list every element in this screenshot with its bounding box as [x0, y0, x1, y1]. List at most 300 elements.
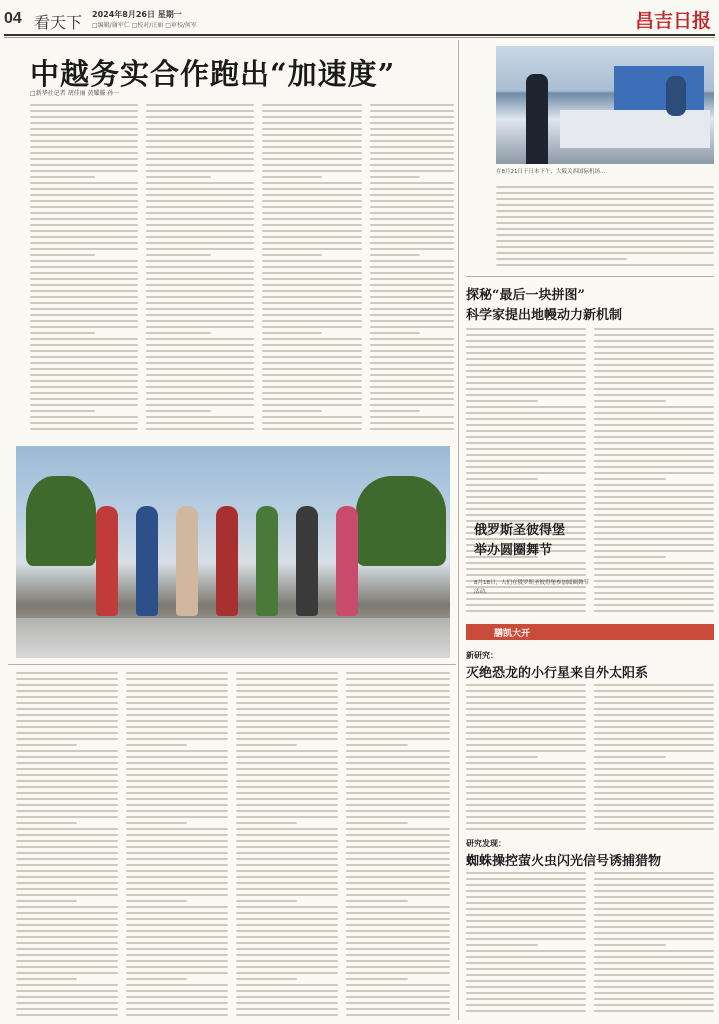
text-line — [466, 896, 586, 898]
text-line — [466, 514, 586, 516]
text-line — [236, 678, 338, 680]
text-line — [496, 234, 714, 236]
text-line — [126, 984, 228, 986]
text-line — [370, 302, 454, 304]
text-line — [236, 864, 338, 866]
text-line — [466, 346, 586, 348]
text-line — [16, 732, 118, 734]
text-line — [370, 278, 454, 280]
text-line — [126, 864, 228, 866]
text-line — [126, 858, 228, 860]
text-line — [466, 454, 586, 456]
text-line — [236, 768, 338, 770]
text-line — [370, 116, 454, 118]
text-line — [370, 260, 454, 262]
text-line — [466, 364, 586, 366]
text-line — [594, 744, 714, 746]
text-line — [236, 774, 338, 776]
text-line — [346, 834, 450, 836]
text-line — [16, 936, 118, 938]
text-line — [594, 514, 714, 516]
text-line — [466, 496, 586, 498]
text-line — [594, 822, 714, 824]
text-line — [236, 744, 297, 746]
text-line — [370, 374, 454, 376]
text-line — [346, 810, 450, 812]
text-line — [126, 696, 228, 698]
text-line — [126, 978, 187, 980]
text-line — [146, 314, 254, 316]
text-line — [146, 260, 254, 262]
text-line — [236, 1014, 338, 1016]
text-line — [594, 950, 714, 952]
text-line — [236, 714, 338, 716]
text-line — [594, 920, 714, 922]
text-line — [594, 878, 714, 880]
research2-column-2 — [594, 872, 714, 1016]
text-line — [594, 334, 714, 336]
text-line — [146, 392, 254, 394]
continued-column-3 — [236, 672, 338, 1020]
text-line — [466, 786, 586, 788]
text-line — [346, 1014, 450, 1016]
text-line — [466, 412, 586, 414]
text-line — [594, 986, 714, 988]
text-line — [466, 780, 586, 782]
text-line — [16, 906, 118, 908]
text-line — [126, 930, 228, 932]
text-line — [262, 248, 362, 250]
text-line — [346, 780, 450, 782]
text-line — [594, 890, 714, 892]
text-line — [346, 792, 450, 794]
text-line — [466, 956, 586, 958]
text-line — [30, 302, 138, 304]
text-line — [16, 876, 118, 878]
text-line — [466, 878, 586, 880]
text-line — [30, 398, 138, 400]
text-line — [466, 810, 586, 812]
text-line — [466, 914, 586, 916]
text-line — [346, 852, 450, 854]
text-line — [236, 870, 338, 872]
text-line — [16, 792, 118, 794]
text-line — [30, 200, 138, 202]
text-line — [30, 356, 138, 358]
continued-column-4 — [346, 672, 450, 1020]
text-line — [370, 410, 420, 412]
dance-title-line1: 俄罗斯圣彼得堡 — [474, 523, 566, 538]
text-line — [126, 744, 187, 746]
text-line — [236, 738, 338, 740]
text-line — [346, 774, 450, 776]
airport-caption-lines — [496, 186, 714, 270]
text-line — [262, 164, 362, 166]
text-line — [466, 574, 586, 576]
text-line — [126, 690, 228, 692]
text-line — [236, 684, 338, 686]
text-line — [236, 828, 338, 830]
text-line — [16, 762, 118, 764]
text-line — [594, 610, 714, 612]
text-line — [496, 228, 714, 230]
text-line — [30, 128, 138, 130]
text-line — [126, 750, 228, 752]
text-line — [146, 116, 254, 118]
text-line — [146, 122, 254, 124]
text-line — [594, 358, 714, 360]
text-line — [30, 308, 138, 310]
text-line — [236, 984, 338, 986]
text-line — [346, 744, 408, 746]
text-line — [236, 942, 338, 944]
text-line — [346, 930, 450, 932]
text-line — [262, 182, 362, 184]
text-line — [346, 720, 450, 722]
text-line — [126, 1008, 228, 1010]
text-line — [594, 792, 714, 794]
text-line — [30, 104, 138, 106]
text-line — [594, 732, 714, 734]
text-line — [146, 416, 254, 418]
text-line — [594, 702, 714, 704]
text-line — [262, 326, 362, 328]
text-line — [594, 376, 714, 378]
airport-photo — [496, 46, 714, 164]
text-line — [370, 338, 454, 340]
text-line — [370, 128, 454, 130]
text-line — [466, 938, 586, 940]
text-line — [146, 422, 254, 424]
text-line — [16, 768, 118, 770]
text-line — [146, 152, 254, 154]
text-line — [466, 902, 586, 904]
text-line — [16, 978, 77, 980]
text-line — [466, 334, 586, 336]
text-line — [262, 302, 362, 304]
text-line — [466, 696, 586, 698]
text-line — [594, 370, 714, 372]
text-line — [262, 404, 362, 406]
text-line — [236, 936, 338, 938]
text-line — [30, 386, 138, 388]
text-line — [466, 382, 586, 384]
airport-photo-caption: 在8月21日于日本下午、大阪关西国际机场... — [496, 169, 606, 175]
text-line — [262, 368, 362, 370]
text-line — [126, 732, 228, 734]
text-line — [146, 158, 254, 160]
text-line — [466, 352, 586, 354]
text-line — [466, 804, 586, 806]
text-line — [236, 978, 297, 980]
text-line — [594, 400, 666, 402]
text-line — [126, 762, 228, 764]
text-line — [370, 134, 454, 136]
text-line — [346, 864, 450, 866]
text-line — [346, 798, 450, 800]
text-line — [126, 966, 228, 968]
research1-column-2 — [594, 684, 714, 834]
text-line — [126, 924, 228, 926]
text-line — [126, 972, 228, 974]
text-line — [30, 416, 138, 418]
text-line — [346, 960, 450, 962]
text-line — [594, 478, 666, 480]
text-line — [370, 284, 454, 286]
text-line — [466, 490, 586, 492]
text-line — [370, 290, 454, 292]
text-line — [594, 768, 714, 770]
text-line — [594, 550, 714, 552]
text-line — [146, 170, 254, 172]
text-line — [146, 320, 254, 322]
text-line — [146, 356, 254, 358]
text-line — [236, 1008, 338, 1010]
text-line — [16, 702, 118, 704]
text-line — [146, 326, 254, 328]
text-line — [16, 894, 118, 896]
text-line — [236, 846, 338, 848]
text-line — [16, 948, 118, 950]
text-line — [466, 944, 538, 946]
text-line — [262, 194, 362, 196]
text-line — [370, 428, 454, 430]
text-line — [466, 358, 586, 360]
text-line — [466, 568, 586, 570]
dance-photo-title — [474, 521, 594, 561]
text-line — [594, 532, 714, 534]
text-line — [370, 272, 454, 274]
text-line — [236, 972, 338, 974]
text-line — [146, 110, 254, 112]
text-line — [594, 442, 714, 444]
text-line — [466, 442, 586, 444]
text-line — [16, 798, 118, 800]
text-line — [236, 840, 338, 842]
text-line — [346, 756, 450, 758]
text-line — [594, 998, 714, 1000]
text-line — [466, 418, 586, 420]
text-line — [346, 750, 450, 752]
text-line — [466, 762, 586, 764]
text-line — [236, 906, 338, 908]
text-line — [236, 930, 338, 932]
text-line — [466, 610, 586, 612]
text-line — [146, 224, 254, 226]
text-line — [16, 918, 118, 920]
text-line — [262, 140, 362, 142]
text-line — [370, 368, 454, 370]
text-line — [466, 872, 586, 874]
text-line — [146, 368, 254, 370]
text-line — [16, 912, 118, 914]
text-line — [594, 828, 714, 830]
text-line — [126, 996, 228, 998]
text-line — [594, 810, 714, 812]
text-line — [262, 236, 362, 238]
lead-column-2 — [146, 104, 254, 434]
text-line — [30, 428, 138, 430]
text-line — [236, 786, 338, 788]
text-line — [466, 340, 586, 342]
text-line — [30, 182, 138, 184]
section-banner-label: 膳凯大开 — [494, 629, 531, 639]
text-line — [466, 980, 586, 982]
research1-kicker: 新研究： — [466, 651, 498, 660]
text-line — [262, 392, 362, 394]
section-name: 看天下 — [34, 15, 83, 32]
text-line — [262, 398, 362, 400]
text-line — [126, 702, 228, 704]
text-line — [594, 586, 714, 588]
text-line — [16, 972, 118, 974]
editor-credits: □编辑/谢军仁 □校对/汪丽 □审校/何军 — [92, 22, 197, 29]
text-line — [30, 146, 138, 148]
text-line — [126, 888, 228, 890]
story2-headline-line1: 探秘“最后一块拼图” — [466, 288, 585, 303]
text-line — [346, 714, 450, 716]
text-line — [370, 266, 454, 268]
text-line — [262, 344, 362, 346]
text-line — [594, 454, 714, 456]
text-line — [16, 828, 118, 830]
text-line — [466, 908, 586, 910]
text-line — [594, 968, 714, 970]
text-line — [346, 918, 450, 920]
text-line — [466, 562, 586, 564]
text-line — [236, 888, 338, 890]
text-line — [262, 362, 362, 364]
text-line — [262, 224, 362, 226]
issue-date: 2024年8月26日 星期一 — [92, 10, 182, 19]
text-line — [126, 846, 228, 848]
text-line — [466, 376, 586, 378]
text-line — [594, 562, 714, 564]
text-line — [16, 858, 118, 860]
text-line — [146, 428, 254, 430]
text-line — [466, 756, 538, 758]
text-line — [346, 888, 450, 890]
text-line — [16, 822, 77, 824]
text-line — [146, 218, 254, 220]
text-line — [236, 690, 338, 692]
text-line — [16, 882, 118, 884]
text-line — [594, 394, 714, 396]
text-line — [236, 816, 338, 818]
text-line — [370, 176, 420, 178]
text-line — [262, 428, 362, 430]
text-line — [594, 956, 714, 958]
text-line — [346, 1008, 450, 1010]
text-line — [16, 1008, 118, 1010]
text-line — [466, 394, 586, 396]
text-line — [594, 508, 714, 510]
text-line — [16, 888, 118, 890]
text-line — [236, 798, 338, 800]
text-line — [346, 816, 450, 818]
text-line — [262, 410, 322, 412]
text-line — [16, 924, 118, 926]
text-line — [370, 188, 454, 190]
text-line — [236, 858, 338, 860]
text-line — [496, 264, 714, 266]
text-line — [126, 756, 228, 758]
text-line — [346, 738, 450, 740]
text-line — [126, 726, 228, 728]
text-line — [466, 884, 586, 886]
text-line — [370, 308, 454, 310]
text-line — [496, 240, 714, 242]
text-line — [594, 340, 714, 342]
text-line — [466, 370, 586, 372]
text-line — [30, 410, 95, 412]
text-line — [262, 332, 322, 334]
text-line — [594, 490, 714, 492]
text-line — [346, 972, 450, 974]
text-line — [346, 828, 450, 830]
text-line — [466, 466, 586, 468]
header-rule-thin — [4, 37, 715, 38]
text-line — [594, 568, 714, 570]
text-line — [594, 774, 714, 776]
text-line — [594, 574, 714, 576]
text-line — [370, 422, 454, 424]
text-line — [594, 750, 714, 752]
text-line — [16, 834, 118, 836]
dance-title-line2: 举办圆圈舞节 — [474, 543, 553, 558]
text-line — [16, 930, 118, 932]
text-line — [262, 422, 362, 424]
text-line — [262, 170, 362, 172]
text-line — [30, 206, 138, 208]
text-line — [236, 780, 338, 782]
text-line — [466, 430, 586, 432]
text-line — [346, 984, 450, 986]
text-line — [496, 204, 714, 206]
text-line — [146, 410, 211, 412]
text-line — [466, 478, 538, 480]
text-line — [370, 254, 420, 256]
text-line — [346, 996, 450, 998]
text-line — [594, 346, 714, 348]
text-line — [30, 380, 138, 382]
text-line — [346, 900, 408, 902]
text-line — [16, 756, 118, 758]
text-line — [126, 960, 228, 962]
text-line — [262, 260, 362, 262]
text-line — [146, 176, 211, 178]
text-line — [236, 1002, 338, 1004]
text-line — [126, 942, 228, 944]
text-line — [346, 924, 450, 926]
text-line — [594, 364, 714, 366]
text-line — [16, 786, 118, 788]
text-line — [594, 520, 714, 522]
text-line — [466, 690, 586, 692]
text-line — [262, 320, 362, 322]
text-line — [16, 714, 118, 716]
text-line — [30, 332, 95, 334]
lead-column-4 — [370, 104, 454, 434]
text-line — [236, 750, 338, 752]
text-line — [16, 810, 118, 812]
text-line — [346, 858, 450, 860]
text-line — [496, 198, 714, 200]
text-line — [370, 146, 454, 148]
text-line — [370, 242, 454, 244]
text-line — [146, 242, 254, 244]
text-line — [126, 822, 187, 824]
